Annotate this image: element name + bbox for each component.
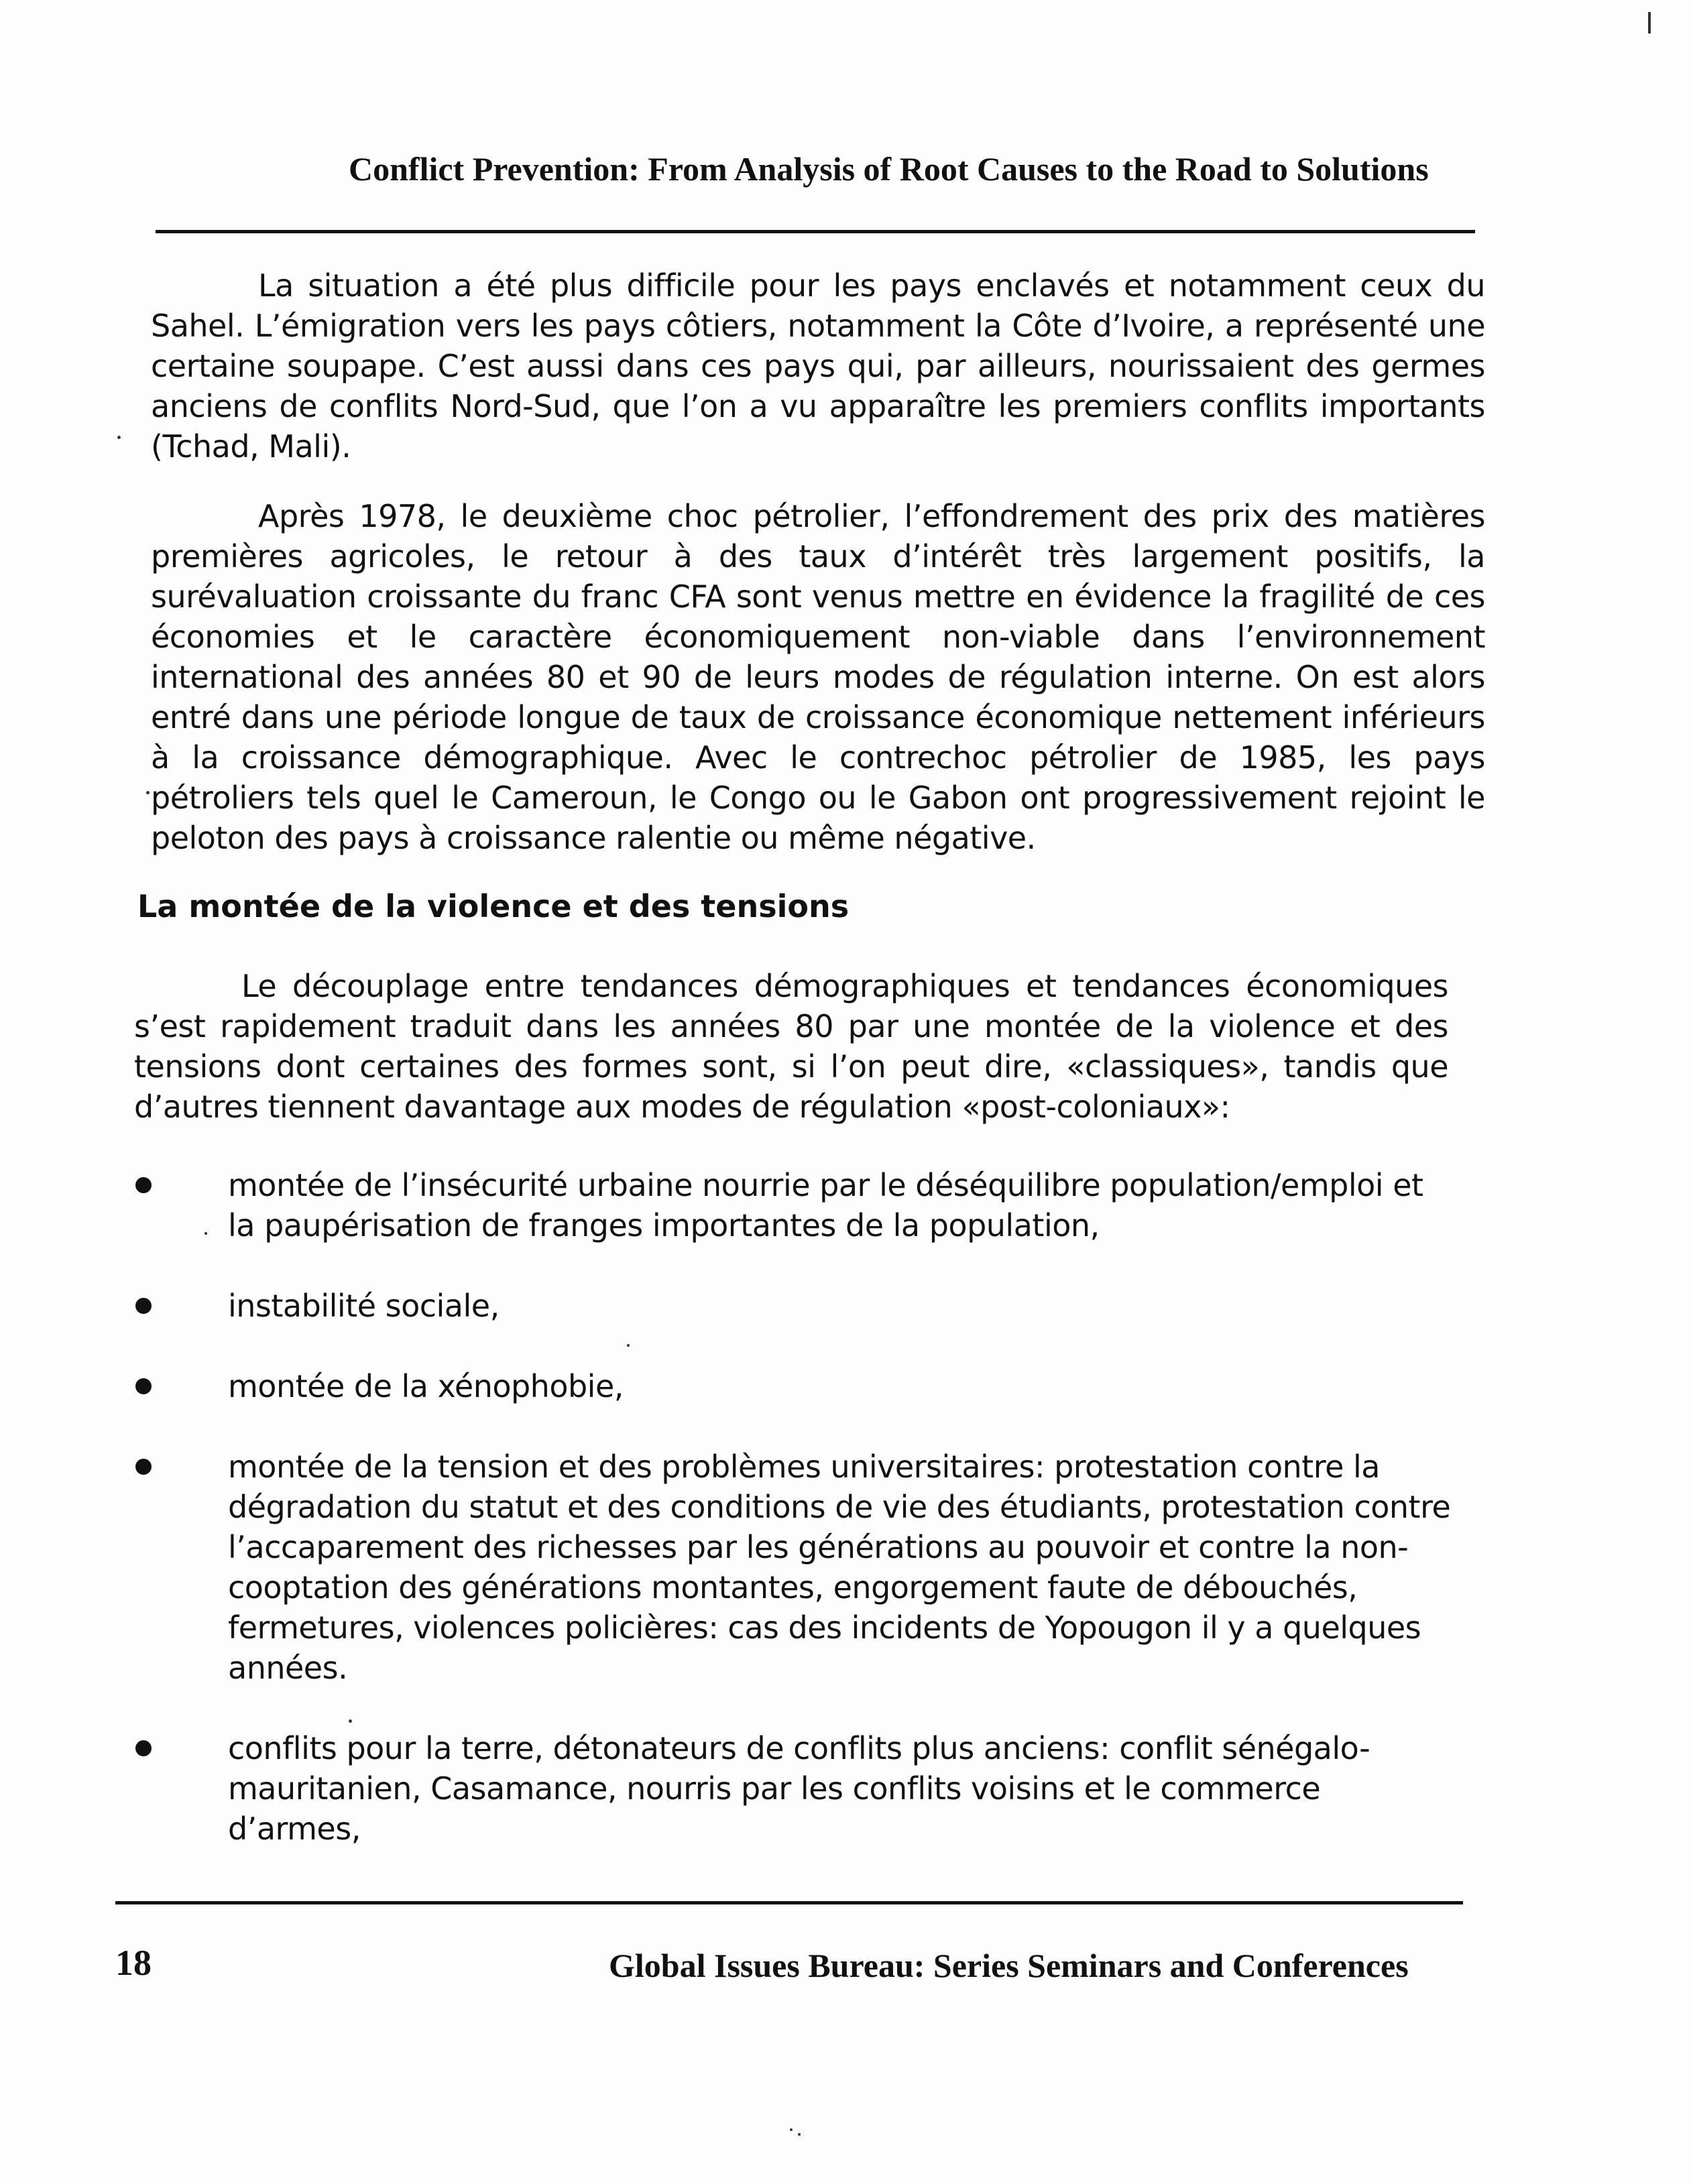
scan-artifact — [627, 1344, 630, 1347]
list-item-text: montée de la tension et des problèmes universitaires: protestation contre la dégradation du statut et des conditions de vie des étudiants, protestation contre l’accaparement des richesses par les générations au pouvoir et contre la non-cooptation des générations montantes, engorgement faute de débouchés, fermetures, violences policières: cas des incidents de Yopougon il y a quelques années. — [228, 1449, 1451, 1686]
list-item-text: montée de l’insécurité urbaine nourrie par le déséquilibre population/emploi et la paupérisation de franges importantes de la population, — [228, 1167, 1423, 1243]
section-heading: La montée de la violence et des tensions — [137, 888, 850, 924]
footer-series-title: Global Issues Bureau: Series Seminars and Conferences — [609, 1947, 1409, 1984]
list-item-text: conflits pour la terre, détonateurs de conflits plus anciens: conflit sénégalo-mauritanien, Casamance, nourris par les conflits voisins et le commerce d’armes, — [228, 1730, 1370, 1847]
list-item-text: montée de la xénophobie, — [228, 1368, 624, 1404]
list-item — [127, 1286, 1455, 1326]
scan-artifact — [146, 791, 150, 794]
list-item — [127, 1366, 1455, 1406]
scan-artifact — [798, 2133, 801, 2136]
page-number: 18 — [115, 1943, 152, 1983]
footer-rule — [115, 1901, 1463, 1904]
list-item — [127, 1728, 1455, 1849]
paragraph — [151, 496, 1485, 858]
list-item-text: instabilité sociale, — [228, 1288, 500, 1324]
header-rule — [156, 230, 1475, 233]
bullet-icon — [135, 1459, 152, 1475]
bullet-icon — [135, 1740, 152, 1756]
scan-artifact — [1648, 12, 1651, 34]
running-header: Conflict Prevention: From Analysis of Root Causes to the Road to Solutions — [349, 150, 1429, 188]
paragraph-text: La situation a été plus difficile pour les pays enclavés et notamment ceux du Sahel. L’émigration vers les pays côtiers, notamment la Côte d’Ivoire, a représenté une certaine soupape. C’est aussi dans ces pays qui, par ailleurs, nourissaient des germes anciens de conflits Nord-Sud, que l’on a vu apparaître les premiers conflits importants (Tchad, Mali). — [151, 267, 1485, 465]
scan-artifact — [205, 1232, 207, 1235]
list-item — [127, 1165, 1455, 1246]
scan-artifact — [790, 2128, 793, 2131]
paragraph-text: Le découplage entre tendances démographiques et tendances économiques s’est rapidement traduit dans les années 80 par une montée de la violence et des tensions dont certaines des formes sont, si l’on peut dire, «classiques», tandis que d’autres tiennent davantage aux modes de régulation «post-coloniaux»: — [134, 968, 1448, 1125]
bullet-icon — [135, 1378, 152, 1394]
bullet-list — [127, 1165, 1468, 1889]
bullet-icon — [135, 1177, 152, 1193]
scan-artifact — [117, 436, 121, 439]
scan-artifact — [349, 1719, 352, 1723]
section-intro — [134, 966, 1448, 1127]
list-item — [127, 1447, 1455, 1688]
paragraph-text: Après 1978, le deuxième choc pétrolier, l’effondrement des prix des matières premières agricoles, le retour à des taux d’intérêt très largement positifs, la surévaluation croissante du franc CFA sont venus mettre en évidence la fragilité de ces économies et le caractère économiquement non-viable dans l’environnement international des années 80 et 90 de leurs modes de régulation interne. On est alors entré dans une période longue de taux de croissance économique nettement inférieurs à la croissance démographique. Avec le contrechoc pétrolier de 1985, les pays pétroliers tels quel le Cameroun, le Congo ou le Gabon ont progressivement rejoint le peloton des pays à croissance ralentie ou même négative. — [151, 498, 1485, 856]
bullet-icon — [135, 1298, 152, 1314]
paragraph — [151, 265, 1485, 467]
